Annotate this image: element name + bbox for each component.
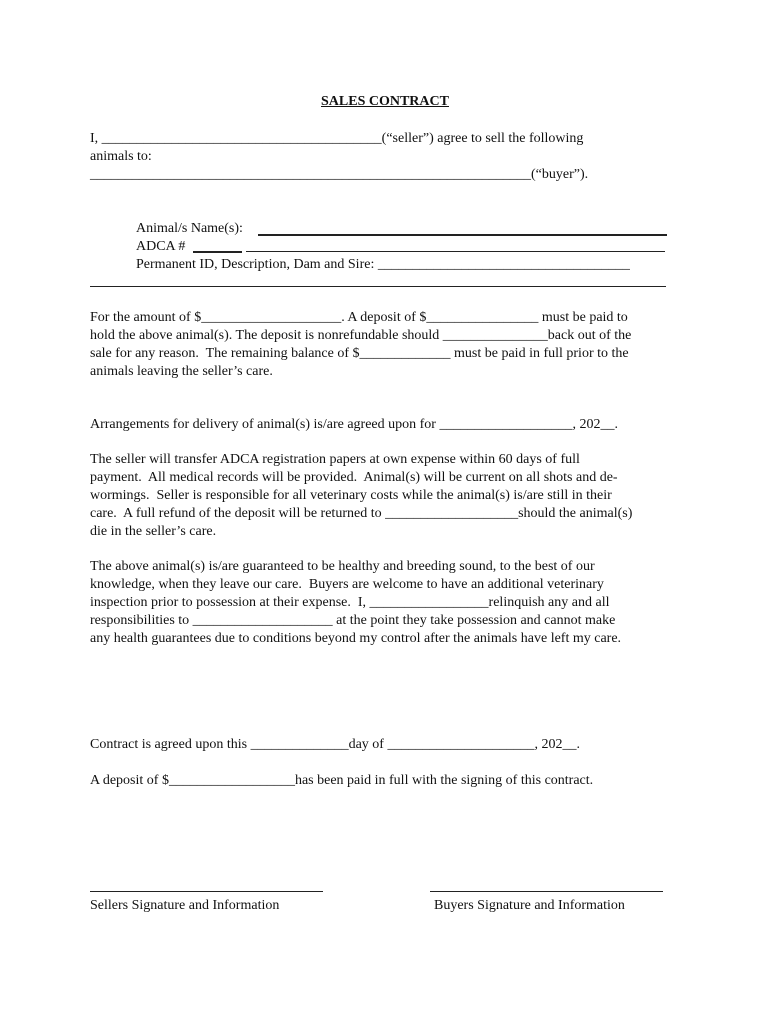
guarantee-line-5: any health guarantees due to conditions beyond my control after the animals have left my care.	[90, 631, 622, 646]
intro-buyer-line: _______________________________________________________________(“buyer”).	[90, 167, 589, 182]
intro-animals-to-line: animals to:	[90, 149, 152, 164]
intro-seller-line: I, ________________________________________(“seller”) agree to sell the following	[90, 131, 584, 146]
agreed-date-line: Contract is agreed upon this ______________day of _____________________, 202__.	[90, 737, 580, 752]
transfer-line-5: die in the seller’s care.	[90, 524, 217, 539]
amount-line-4: animals leaving the seller’s care.	[90, 364, 273, 379]
guarantee-line-1: The above animal(s) is/are guaranteed to be healthy and breeding sound, to the best of our	[90, 559, 595, 574]
amount-line-2: hold the above animal(s). The deposit is nonrefundable should _______________back out of the	[90, 328, 632, 343]
transfer-line-2: payment. All medical records will be provided. Animal(s) will be current on all shots and de-	[90, 470, 618, 485]
deposit-paid-line: A deposit of $__________________has been paid in full with the signing of this contract.	[90, 773, 594, 788]
transfer-line-1: The seller will transfer ADCA registration papers at own expense within 60 days of full	[90, 452, 580, 467]
document-title: SALES CONTRACT	[321, 94, 449, 109]
transfer-line-3: wormings. Seller is responsible for all veterinary costs while the animal(s) is/are still in their	[90, 488, 612, 503]
guarantee-line-2: knowledge, when they leave our care. Buyers are welcome to have an additional veterinary	[90, 577, 604, 592]
animal-names-blank	[258, 234, 667, 236]
seller-signature-line	[90, 891, 323, 892]
full-width-blank	[90, 286, 666, 287]
amount-line-3: sale for any reason. The remaining balance of $_____________ must be paid in full prior to the	[90, 346, 629, 361]
buyer-signature-line	[430, 891, 663, 892]
guarantee-line-3: inspection prior to possession at their expense. I, _________________relinquish any and all	[90, 595, 610, 610]
amount-line-1: For the amount of $____________________. A deposit of $________________ must be paid to	[90, 310, 628, 325]
adca-short-blank	[193, 251, 242, 253]
delivery-line: Arrangements for delivery of animal(s) is/are agreed upon for ___________________, 202__.	[90, 417, 618, 432]
animal-names-label: Animal/s Name(s):	[136, 221, 243, 236]
permanent-id-line: Permanent ID, Description, Dam and Sire: ____________________________________	[136, 257, 630, 272]
transfer-line-4: care. A full refund of the deposit will be returned to ___________________should the animal(s)	[90, 506, 633, 521]
adca-label: ADCA #	[136, 239, 186, 254]
seller-signature-label: Sellers Signature and Information	[90, 898, 280, 913]
buyer-signature-label: Buyers Signature and Information	[434, 898, 625, 913]
adca-blank	[246, 251, 665, 252]
guarantee-line-4: responsibilities to ____________________ at the point they take possession and cannot make	[90, 613, 616, 628]
